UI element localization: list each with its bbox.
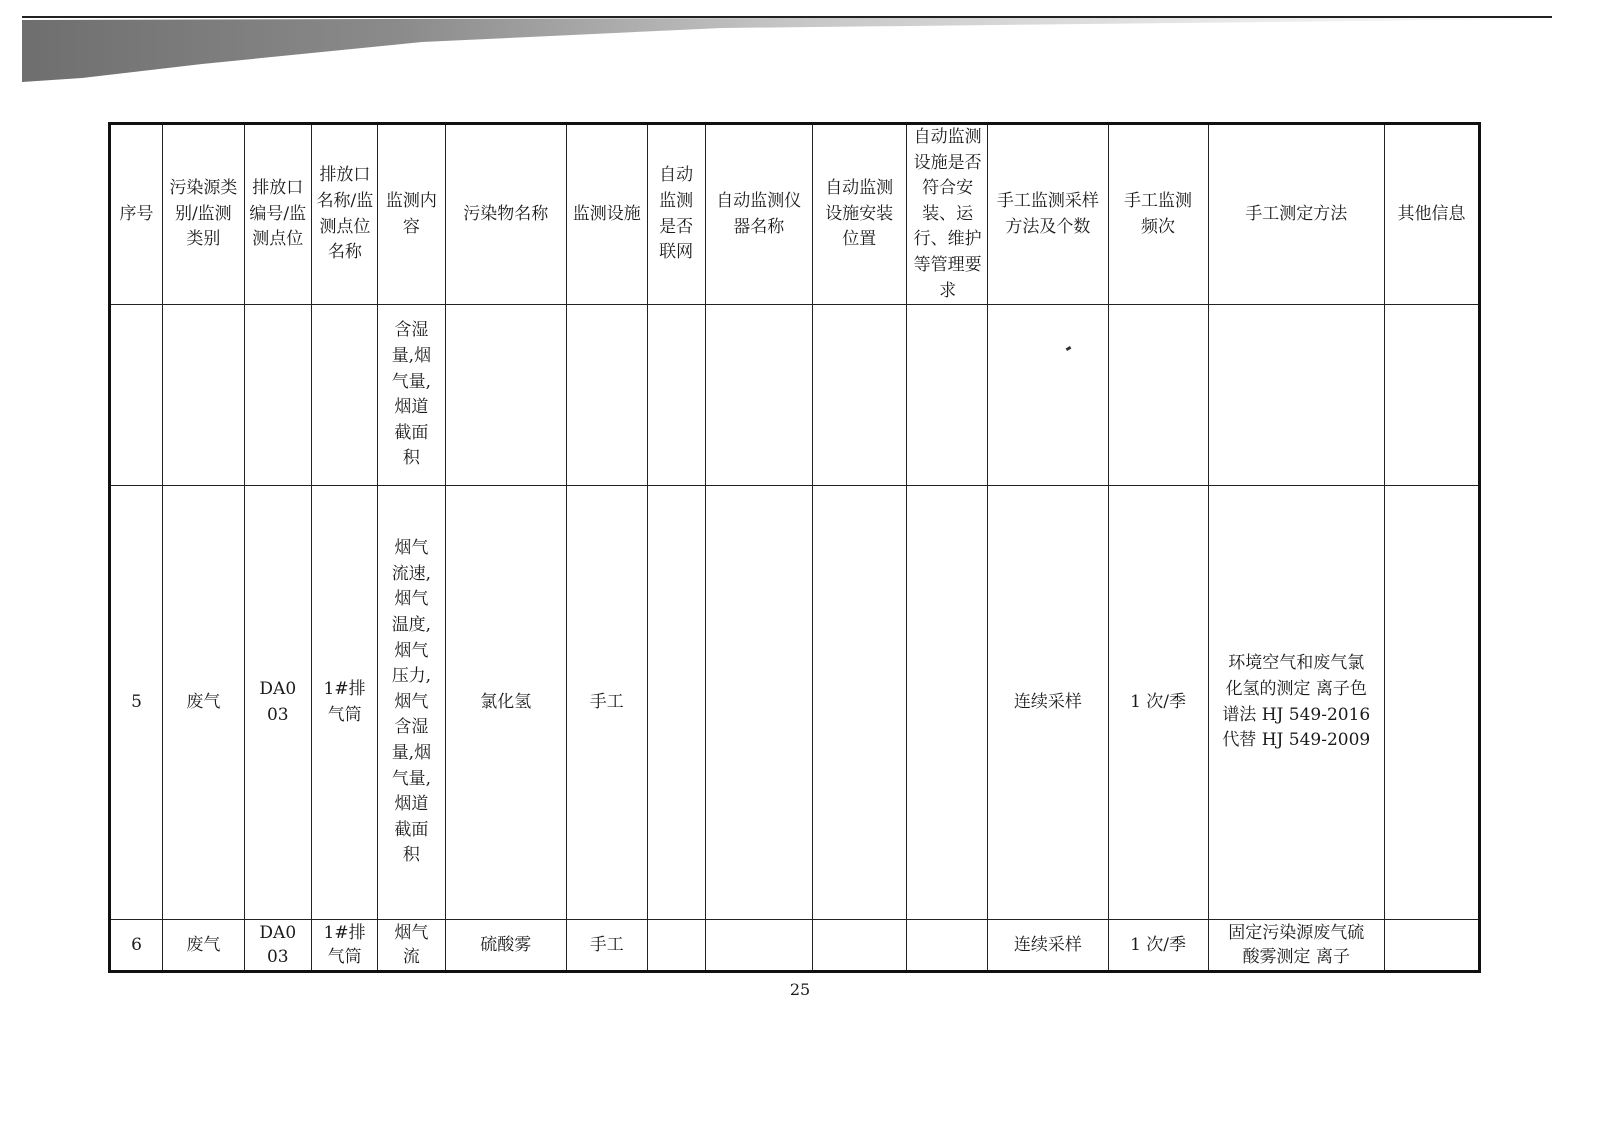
cell-outlet-name: 1#排气筒 [311, 920, 377, 972]
cell-category: 废气 [163, 920, 245, 972]
cell-auto-compliant [906, 486, 988, 920]
cell-other [1385, 486, 1480, 920]
cell-manual-frequency: 1 次/季 [1108, 920, 1208, 972]
cell-other [1385, 305, 1480, 486]
header-cell-manual-method: 手工测定方法 [1208, 124, 1384, 305]
cell-category [163, 305, 245, 486]
table-row [110, 305, 1480, 486]
table-row [110, 920, 1480, 972]
cell-facility: 手工 [566, 486, 647, 920]
cell-pollutant: 氯化氢 [445, 486, 566, 920]
header-cell-auto-networked: 自动监测是否联网 [647, 124, 705, 305]
header-cell-no: 序号 [110, 124, 163, 305]
header-cell-pollutant: 污染物名称 [445, 124, 566, 305]
header-cell-auto-compliant: 自动监测设施是否符合安装、运行、维护等管理要求 [906, 124, 988, 305]
monitoring-table [108, 122, 1481, 973]
cell-content: 含湿量,烟气量,烟道截面积 [378, 305, 445, 486]
cell-auto-networked [647, 305, 705, 486]
cell-manual-sampling [988, 305, 1108, 486]
header-cell-content: 监测内容 [378, 124, 445, 305]
cell-auto-location [812, 305, 906, 486]
cell-other [1385, 920, 1480, 972]
cell-outlet-name: 1#排气筒 [311, 486, 377, 920]
cell-no: 6 [110, 920, 163, 972]
page-number: 25 [789, 980, 811, 999]
cell-pollutant [445, 305, 566, 486]
cell-outlet-code: DA003 [244, 920, 311, 972]
cell-no [110, 305, 163, 486]
cell-category: 废气 [163, 486, 245, 920]
header-cell-auto-location: 自动监测设施安装位置 [812, 124, 906, 305]
cell-outlet-name [311, 305, 377, 486]
cell-no: 5 [110, 486, 163, 920]
cell-content: 烟气流 [378, 920, 445, 972]
monitoring-table-container [108, 122, 1481, 973]
cell-outlet-code [244, 305, 311, 486]
cell-outlet-code: DA003 [244, 486, 311, 920]
cell-manual-method: 固定污染源废气硫酸雾测定 离子 [1208, 920, 1384, 972]
scanned-header-band [22, 12, 1582, 82]
header-cell-other: 其他信息 [1385, 124, 1480, 305]
cell-auto-instrument [705, 920, 812, 972]
cell-content: 烟气流速,烟气温度,烟气压力,烟气含湿量,烟气量,烟道截面积 [378, 486, 445, 920]
header-cell-manual-frequency: 手工监测频次 [1108, 124, 1208, 305]
cell-auto-compliant [906, 305, 988, 486]
table-row [110, 486, 1480, 920]
cell-auto-networked [647, 486, 705, 920]
header-cell-outlet-name: 排放口名称/监测点位名称 [311, 124, 377, 305]
cell-manual-sampling: 连续采样 [988, 486, 1108, 920]
cell-auto-compliant [906, 920, 988, 972]
cell-auto-location [812, 920, 906, 972]
header-cell-facility: 监测设施 [566, 124, 647, 305]
cell-manual-method: 环境空气和废气氯化氢的测定 离子色谱法 HJ 549-2016 代替 HJ 549-2009 [1208, 486, 1384, 920]
cell-manual-sampling: 连续采样 [988, 920, 1108, 972]
cell-facility [566, 305, 647, 486]
cell-pollutant: 硫酸雾 [445, 920, 566, 972]
cell-auto-location [812, 486, 906, 920]
cell-auto-networked [647, 920, 705, 972]
header-cell-auto-instrument: 自动监测仪器名称 [705, 124, 812, 305]
table-header-row [110, 124, 1480, 305]
header-cell-outlet-code: 排放口编号/监测点位 [244, 124, 311, 305]
cell-manual-method [1208, 305, 1384, 486]
cell-auto-instrument [705, 305, 812, 486]
cell-facility: 手工 [566, 920, 647, 972]
header-cell-manual-sampling: 手工监测采样方法及个数 [988, 124, 1108, 305]
cell-auto-instrument [705, 486, 812, 920]
cell-manual-frequency [1108, 305, 1208, 486]
cell-manual-frequency: 1 次/季 [1108, 486, 1208, 920]
header-cell-category: 污染源类别/监测类别 [163, 124, 245, 305]
